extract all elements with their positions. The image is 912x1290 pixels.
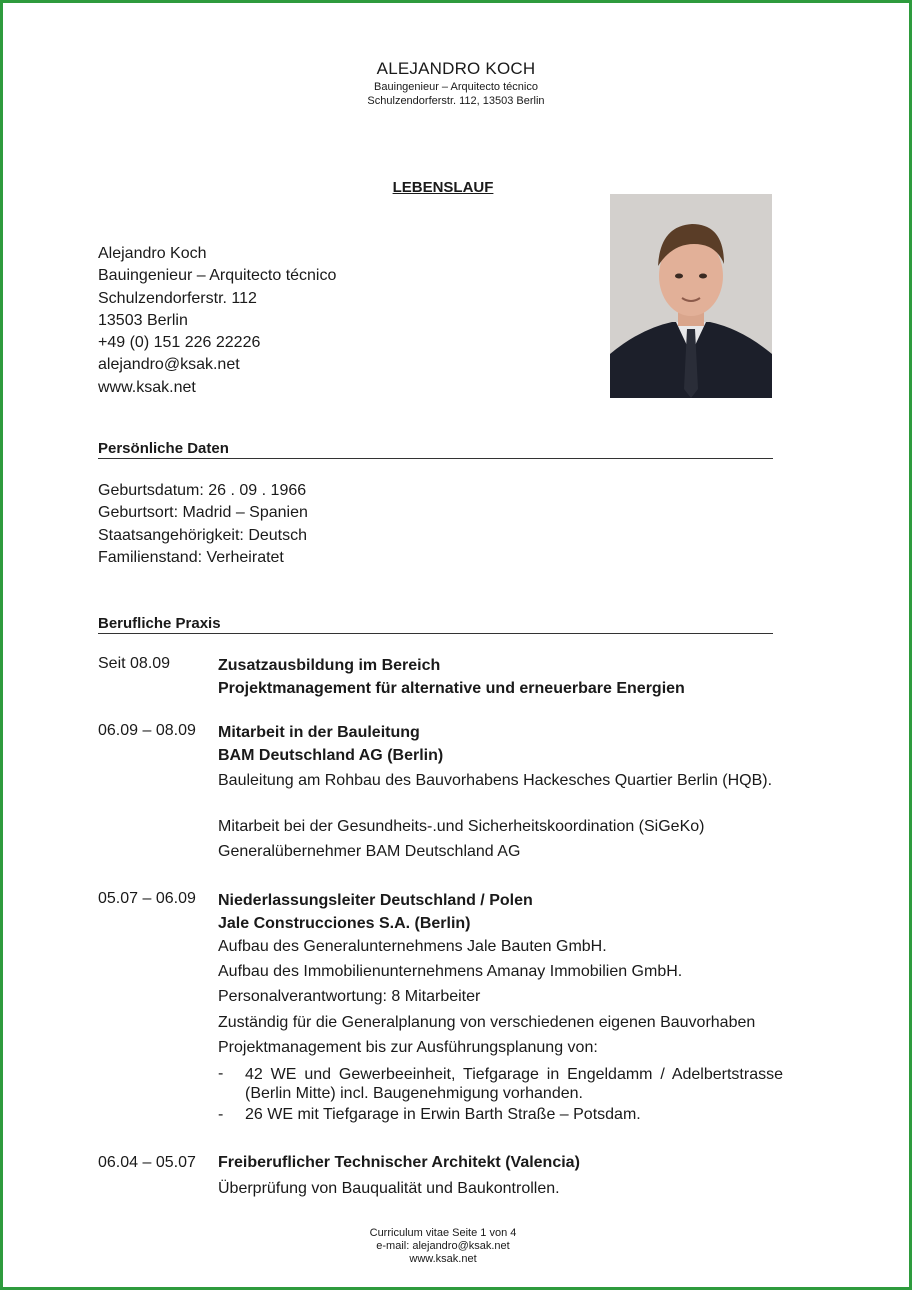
personal-data [98, 480, 308, 569]
contact-phone: +49 (0) 151 226 22226 [98, 334, 261, 352]
footer-website[interactable]: www.ksak.net [409, 1253, 477, 1265]
section-heading-experience: Berufliche Praxis [98, 615, 773, 634]
list-item [218, 1106, 783, 1128]
entry-date: Seit 08.09 [98, 655, 171, 672]
contact-email[interactable]: alejandro@ksak.net [98, 356, 240, 374]
bullet-text: 26 WE mit Tiefgarage in Erwin Barth Straße – Potsdam. [245, 1106, 641, 1123]
birth-date: Geburtsdatum: 26 . 09 . 1966 [98, 482, 307, 499]
nationality: Staatsangehörigkeit: Deutsch [98, 526, 308, 544]
entry-title [218, 890, 783, 935]
contact-block [98, 243, 336, 399]
header-address: Schulzendorferstr. 112, 13503 Berlin [367, 95, 545, 107]
entry-title-line: Jale Construcciones S.A. (Berlin) [218, 914, 471, 932]
entry-title [218, 722, 783, 767]
footer-email[interactable]: e-mail: alejandro@ksak.net [376, 1240, 510, 1252]
entry-title [218, 655, 783, 700]
entry-description: Bauleitung am Rohbau des Bauvorhabens Hackesches Quartier Berlin (HQB). [218, 772, 773, 789]
entry-date: 05.07 – 06.09 [98, 890, 196, 907]
contact-name: Alejandro Koch [98, 245, 207, 262]
entry-date: 06.04 – 05.07 [98, 1154, 196, 1171]
contact-profession: Bauingenieur – Arquitecto técnico [98, 267, 337, 285]
entry-description: Aufbau des Immobilienunternehmens Amanay Immobilien GmbH. [218, 963, 683, 980]
entry-title-line: Niederlassungsleiter Deutschland / Polen [218, 892, 533, 909]
page-title: LEBENSLAUF [392, 179, 494, 196]
bullet-marker: - [218, 1106, 224, 1123]
entry-description: Zuständig für die Generalplanung von verschiedenen eigenen Bauvorhaben [218, 1014, 756, 1031]
portrait-photo [610, 194, 772, 398]
portrait-illustration [610, 194, 772, 398]
entry-description: Überprüfung von Bauqualität und Baukontrollen. [218, 1180, 560, 1197]
entry-title-line: Projektmanagement für alternative und erneuerbare Energien [218, 679, 685, 697]
entry-description: Projektmanagement bis zur Ausführungsplanung von: [218, 1039, 598, 1056]
contact-city: 13503 Berlin [98, 311, 188, 329]
footer [3, 1227, 883, 1266]
entry-description: Personalverantwortung: 8 Mitarbeiter [218, 988, 481, 1005]
entry-title-line: BAM Deutschland AG (Berlin) [218, 746, 444, 764]
entry-title-line: Mitarbeit in der Bauleitung [218, 724, 420, 741]
footer-page-number: Curriculum vitae Seite 1 von 4 [369, 1227, 517, 1239]
bullet-text: 42 WE und Gewerbeeinheit, Tiefgarage in Engeldamm / Adelbertstrasse (Berlin Mitte) incl. Baugenehmigung vorhanden. [245, 1066, 783, 1102]
entry-description: Mitarbeit bei der Gesundheits-.und Sicherheitskoordination (SiGeKo) [218, 818, 705, 835]
entry-title-line: Zusatzausbildung im Bereich [218, 657, 441, 674]
birth-place: Geburtsort: Madrid – Spanien [98, 504, 308, 522]
entry-date: 06.09 – 08.09 [98, 722, 196, 739]
entry-description: Aufbau des Generalunternehmens Jale Bauten GmbH. [218, 938, 607, 955]
entry-description: Generalübernehmer BAM Deutschland AG [218, 843, 521, 860]
contact-website[interactable]: www.ksak.net [98, 378, 196, 396]
marital-status: Familienstand: Verheiratet [98, 548, 284, 566]
bullet-marker: - [218, 1065, 224, 1082]
header-profession: Bauingenieur – Arquitecto técnico [374, 81, 538, 93]
section-heading-personal: Persönliche Daten [98, 440, 773, 459]
contact-street: Schulzendorferstr. 112 [98, 289, 257, 307]
entry-title: Freiberuflicher Technischer Architekt (Valencia) [218, 1154, 580, 1171]
header-name: ALEJANDRO KOCH [376, 59, 536, 78]
list-item [218, 1065, 783, 1105]
